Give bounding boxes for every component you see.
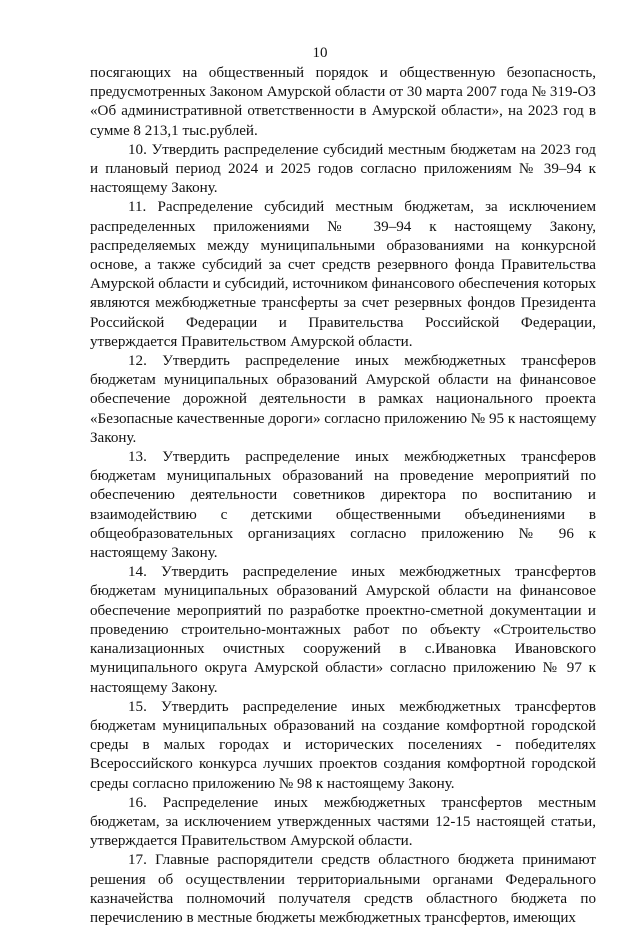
text-line: 11. Распределение субсидий местным бюджетам, за исключением [128, 199, 596, 216]
text-line: казначейства полномочий получателя средств областного бюджета по [90, 890, 596, 907]
text-line: 17. Главные распорядители средств областного бюджета принимают [128, 852, 596, 869]
text-line: основе, а также субсидий за счет средств резервного фонда Правительства [90, 257, 596, 274]
text-line: сумме 8 213,1 тыс.рублей. [90, 122, 258, 139]
text-line: обеспечение мероприятий по разработке проектно-сметной документации и [90, 602, 596, 619]
text-line: бюджетам муниципальных образований Амурской области на финансовое [90, 372, 596, 389]
text-line: 14. Утвердить распределение иных межбюджетных трансфертов [128, 564, 596, 581]
text-line: 16. Распределение иных межбюджетных трансфертов местным [128, 794, 596, 811]
text-line: настоящему Закону. [90, 180, 218, 197]
text-line: «Об административной ответственности в Амурской области», на 2023 год в [90, 103, 596, 120]
text-line: и плановый период 2024 и 2025 годов согласно приложениям № 39–94 к [90, 161, 596, 178]
paragraph-p15 [90, 698, 596, 794]
text-line: среды в малых городах и исторических поселениях - победителях [90, 737, 596, 754]
text-line: канализационных очистных сооружений в с.Ивановка Ивановского [90, 641, 596, 658]
paragraph-p10 [90, 141, 596, 199]
paragraph-p14 [90, 563, 596, 697]
paragraph-p11 [90, 198, 596, 352]
text-line: взаимодействию с детскими общественными объединениями в [90, 506, 596, 523]
text-line: распределяемых между муниципальными образованиями на конкурсной [90, 237, 596, 254]
text-line: 12. Утвердить распределение иных межбюджетных трансферов [128, 353, 596, 370]
text-line: 10. Утвердить распределение субсидий местным бюджетам на 2023 год [128, 141, 596, 158]
text-line: среды согласно приложению № 98 к настоящему Закону. [90, 775, 455, 792]
text-line: 15. Утвердить распределение иных межбюджетных трансфертов [128, 698, 596, 715]
text-line: предусмотренных Законом Амурской области от 30 марта 2007 года № 319-ОЗ [90, 84, 596, 101]
text-line: «Безопасные качественные дороги» согласно приложению № 95 к настоящему [90, 410, 597, 427]
text-line: посягающих на общественный порядок и общественную безопасность, [90, 65, 596, 81]
text-line: утверждается Правительством Амурской области. [90, 833, 413, 850]
text-line: бюджетам, за исключением утвержденных частями 12-15 настоящей статьи, [90, 813, 596, 830]
paragraph-p17 [90, 851, 596, 928]
text-line: настоящему Закону. [90, 679, 218, 696]
text-line: настоящему Закону. [90, 545, 218, 562]
text-line: утверждается Правительством Амурской области. [90, 333, 413, 350]
text-line: распределенных приложениями № 39–94 к настоящему Закону, [90, 218, 596, 235]
text-line: бюджетам муниципальных образований на проведение мероприятий по [90, 468, 596, 485]
document-body [90, 64, 596, 928]
text-line: решения об осуществлении территориальными органами Федерального [90, 871, 596, 888]
text-line: бюджетам муниципальных образований на создание комфортной городской [90, 717, 596, 734]
paragraph-p12 [90, 352, 596, 448]
text-line: муниципального округа Амурской области» согласно приложению № 97 к [90, 660, 596, 677]
text-line: Закону. [90, 429, 137, 446]
text-line: общеобразовательных организациях согласно приложению № 96 к [90, 525, 596, 542]
paragraph-p13 [90, 448, 596, 563]
page-number: 10 [312, 45, 328, 61]
text-line: обеспечение дорожной деятельности в рамках национального проекта [90, 391, 596, 408]
text-line: проведению строительно-монтажных работ по объекту «Строительство [90, 621, 596, 638]
text-line: обеспечению деятельности советников директора по воспитанию и [90, 487, 596, 504]
text-line: являются межбюджетные трансферты за счет резервных фондов Президента [90, 295, 596, 312]
text-line: Всероссийского конкурса лучших проектов создания комфортной городской [90, 756, 596, 773]
text-line: Российской Федерации и Правительства Российской Федерации, [90, 314, 596, 331]
text-line: бюджетам муниципальных образований Амурской области на финансовое [90, 583, 596, 600]
text-line: Амурской области и субсидий, источником финансового обеспечения которых [90, 276, 596, 293]
paragraph-p16 [90, 794, 596, 852]
text-line: перечислению в местные бюджеты межбюджетных трансфертов, имеющих [90, 909, 576, 926]
text-line: 13. Утвердить распределение иных межбюджетных трансферов [128, 449, 596, 466]
paragraph-p-cont [90, 64, 596, 141]
